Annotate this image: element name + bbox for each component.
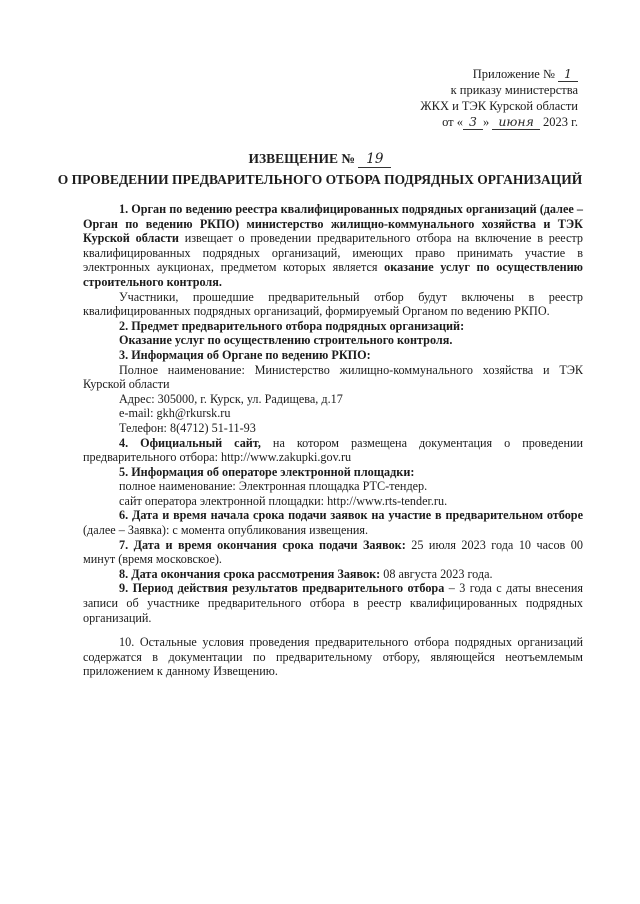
section-5-heading: 5. Информация об операторе электронной площадки: — [119, 464, 415, 479]
review-date-label: 8. Дата окончания срока рассмотрения Заявок: — [119, 566, 381, 581]
paragraph-11 — [83, 465, 583, 480]
annex-line-3: ЖКХ и ТЭК Курской области — [420, 99, 578, 113]
annex-line-1 — [420, 66, 578, 82]
annex-header — [420, 66, 578, 130]
date-mid: » — [482, 115, 490, 129]
subject-bold: оказание услуг по осуществлению строительного контроля. — [83, 260, 583, 289]
operator-site: сайт оператора электронной площадки: http://www.rts-tender.ru. — [119, 493, 448, 508]
paragraph-10 — [83, 436, 583, 465]
paragraph-16 — [83, 567, 583, 582]
annex-date — [420, 114, 578, 130]
p1-text: извещает о проведении предварительного отбора на включение в реестр квалифицированных подрядных организаций, имеющих право принимать участие в электронных аукционах, предметом которых является — [83, 231, 583, 275]
section-2-heading: 2. Предмет предварительного отбора подрядных организаций: — [119, 318, 465, 333]
paragraph-18: 10. Остальные условия проведения предварительного отбора подрядных организаций содержатся в документации по предварительному отбору, являющейся неотъемлемым приложением к данному Извещению. — [83, 635, 583, 679]
official-site-text: на котором размещена документация о проведении предварительного отбора: http://www.zakupki.gov.ru — [83, 435, 584, 465]
paragraph-14 — [83, 508, 583, 537]
end-date-text: 25 июля 2023 года 10 часов 00 минут (время московское). — [83, 537, 583, 567]
review-date-text: 08 августа 2023 года. — [380, 566, 493, 581]
notice-prefix: ИЗВЕЩЕНИЕ № — [248, 151, 355, 166]
notice-subtitle: О ПРОВЕДЕНИИ ПРЕДВАРИТЕЛЬНОГО ОТБОРА ПОДРЯДНЫХ ОРГАНИЗАЦИЙ — [57, 172, 583, 187]
operator-name: полное наименование: Электронная площадка РТС-тендер. — [119, 479, 428, 494]
organ-email: e-mail: gkh@rkursk.ru — [119, 406, 231, 421]
notice-title — [0, 151, 640, 167]
organ-phone: Телефон: 8(4712) 51-11-93 — [119, 420, 256, 435]
validity-text: – 3 года с даты внесения записи об участнике предварительного отбора в реестр квалифицированных подрядных организаций. — [83, 581, 583, 625]
annex-label: Приложение № — [472, 67, 555, 81]
official-site-label: 4. Официальный сайт, — [119, 435, 261, 450]
annex-line-2: к приказу министерства — [450, 83, 578, 97]
paragraph-17 — [83, 581, 583, 625]
date-month: июня — [492, 114, 540, 130]
paragraph-3 — [83, 319, 583, 334]
paragraph-1 — [83, 202, 583, 290]
section-3-heading: 3. Информация об Органе по ведению РКПО: — [119, 347, 371, 362]
start-date-label: 6. Дата и время начала срока подачи заявок на участие в предварительном отборе — [119, 508, 583, 523]
organ-name: 1. Орган по ведению реестра квалифицированных подрядных организаций (далее – Орган по ведению РКПО) министерство жилищно-коммунального хозяйства и ТЭК Курской области — [83, 202, 583, 246]
date-prefix: от « — [442, 115, 463, 129]
notice-number: 19 — [358, 151, 391, 168]
validity-label: 9. Период действия результатов предварительного отбора — [119, 581, 445, 596]
subject-text: Оказание услуг по осуществлению строительного контроля. — [119, 333, 453, 348]
date-day: 3 — [463, 114, 483, 130]
end-date-label: 7. Дата и время окончания срока подачи Заявок: — [119, 537, 406, 552]
start-date-text: (далее – Заявка): с момента опубликования извещения. — [83, 523, 369, 538]
paragraph-15 — [83, 538, 583, 567]
paragraph-5 — [83, 348, 583, 363]
date-year: 2023 г. — [543, 115, 578, 129]
organ-address: Адрес: 305000, г. Курск, ул. Радищева, д.17 — [119, 391, 343, 406]
annex-number: 1 — [558, 66, 578, 82]
organ-full-name: Полное наименование: Министерство жилищно-коммунального хозяйства и ТЭК Курской области — [83, 362, 583, 392]
paragraph-2: Участники, прошедшие предварительный отбор будут включены в реестр квалифицированных подрядных организаций, формируемый Органом по ведению РКПО. — [83, 289, 583, 319]
paragraph-4 — [83, 333, 583, 348]
notice-body — [83, 202, 583, 679]
